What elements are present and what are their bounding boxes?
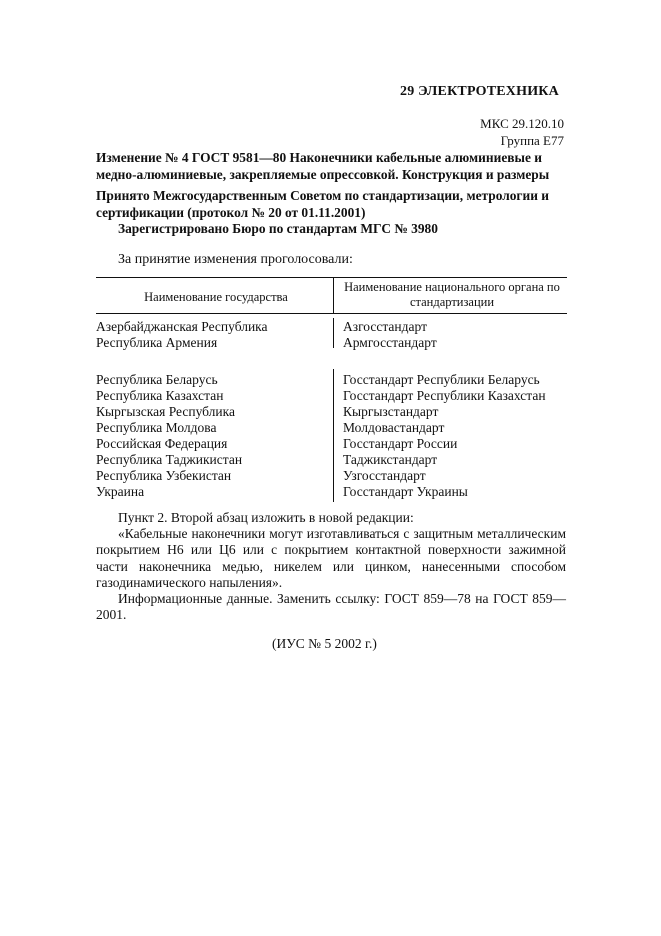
section-heading: 29 ЭЛЕКТРОТЕХНИКА (400, 84, 559, 99)
ius-reference: (ИУС № 5 2002 г.) (272, 636, 377, 651)
table-row-state: Кыргызская Республика (96, 404, 235, 419)
amendment-title: Изменение № 4 ГОСТ 9581—80 Наконечники кабельные алюминиевые и медно-алюминиевые, закрепляемые опрессовкой. Конструкция и размеры (96, 150, 550, 182)
table-row-state: Республика Молдова (96, 420, 217, 435)
table-row-body: Молдовастандарт (343, 420, 445, 435)
point2-intro: Пункт 2. Второй абзац изложить в новой редакции: (118, 510, 414, 525)
table-row-state: Украина (96, 484, 145, 499)
table-row-body: Азгосстандарт (343, 319, 427, 334)
table-row-state: Республика Таджикистан (96, 452, 243, 467)
mks-code: МКС 29.120.10 (480, 116, 564, 131)
table-top-rule (96, 277, 567, 278)
table-row-body: Госстандарт Республики Казахстан (343, 388, 546, 403)
info-text: Информационные данные. Заменить ссылку: ГОСТ 859—78 на ГОСТ 859—2001. (96, 591, 566, 623)
column-header-body: Наименование национального органа по стандартизации (344, 280, 560, 309)
table-row-body: Узгосстандарт (343, 468, 426, 483)
table-row-state: Республика Узбекистан (96, 468, 232, 483)
table-row-body: Армгосстандарт (343, 335, 437, 350)
table-row-state: Азербайджанская Республика (96, 319, 268, 334)
table-row-state: Республика Казахстан (96, 388, 224, 403)
table-divider-group2 (333, 369, 334, 502)
table-divider-group1 (333, 318, 334, 348)
adoption-note: Принято Межгосударственным Советом по стандартизации, метрологии и сертификации (протокол № 20 от 01.11.2001) (96, 188, 549, 220)
table-row-body: Таджикстандарт (343, 452, 438, 467)
point2-text: «Кабельные наконечники могут изготавливаться с защитным металлическим покрытием Н6 или Ц6 или с покрытием контактной поверхности зажимной части наконечника медью, никелем или цинком, нанесенными способом газодинамического напыления». (96, 526, 566, 590)
registration-note: Зарегистрировано Бюро по стандартам МГС № 3980 (118, 221, 438, 236)
table-row-state: Республика Беларусь (96, 372, 218, 387)
table-row-state: Республика Армения (96, 335, 218, 350)
table-header-rule (96, 313, 567, 314)
table-row-body: Кыргызстандарт (343, 404, 439, 419)
column-header-state: Наименование государства (144, 290, 288, 304)
voting-intro: За принятие изменения проголосовали: (118, 252, 353, 267)
table-row-body: Госстандарт России (343, 436, 458, 451)
table-row-body: Госстандарт Республики Беларусь (343, 372, 540, 387)
group-code: Группа Е77 (500, 133, 564, 148)
table-row-state: Российская Федерация (96, 436, 228, 451)
table-row-body: Госстандарт Украины (343, 484, 468, 499)
